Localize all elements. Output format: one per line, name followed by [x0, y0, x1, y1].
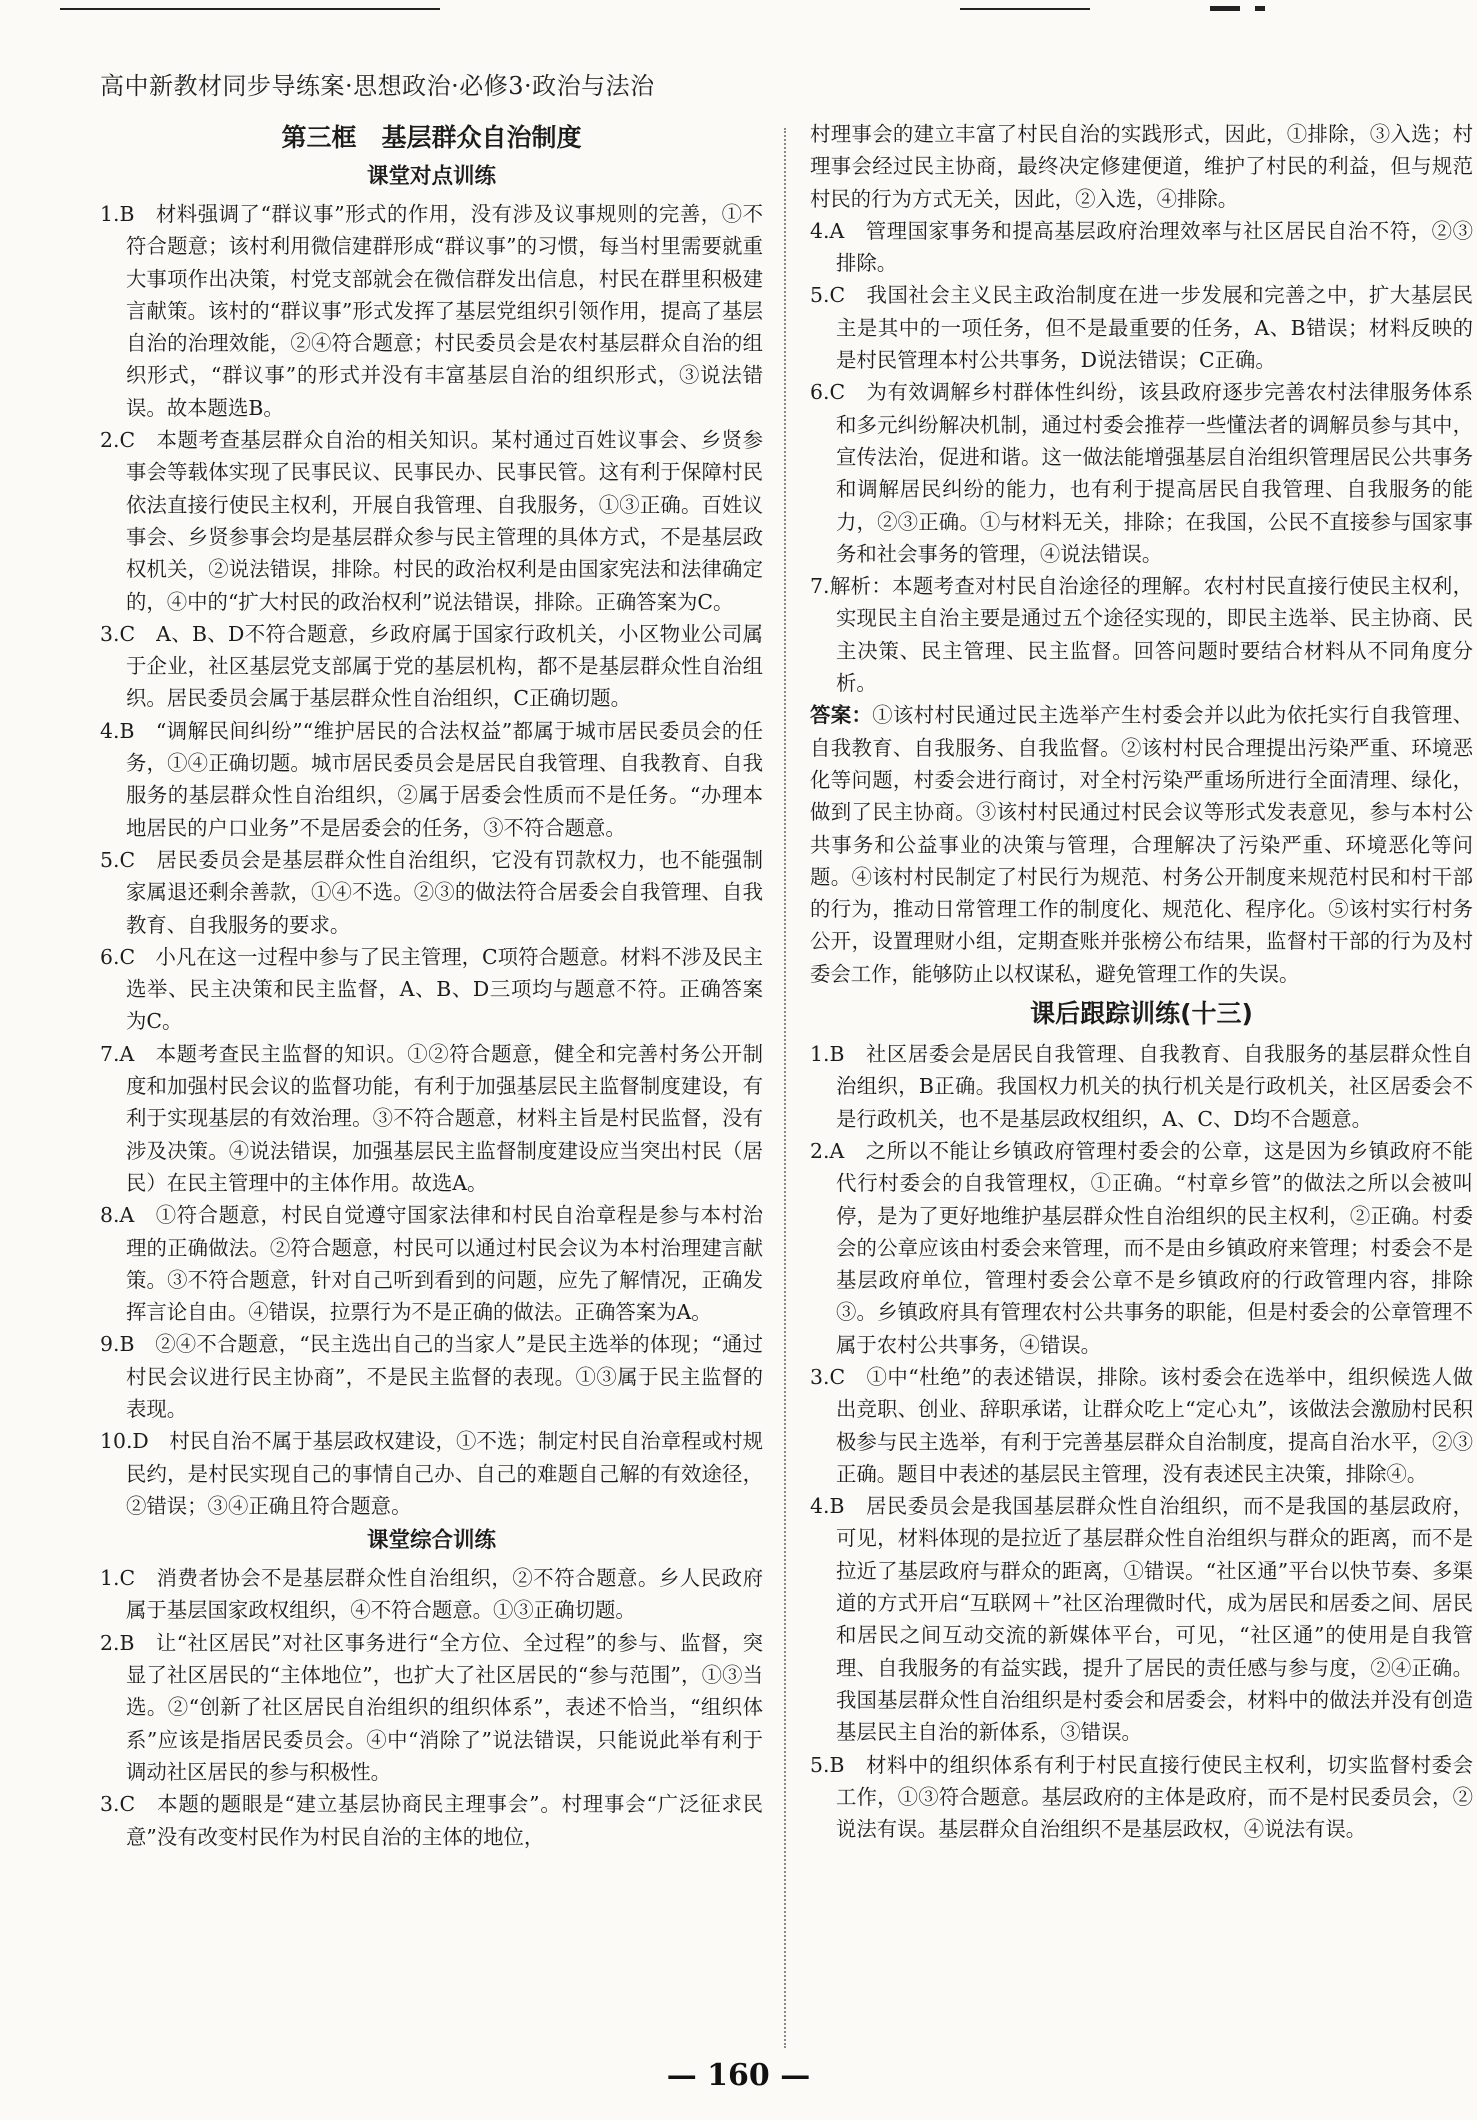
answer-item: 1.B 社区居委会是居民自我管理、自我教育、自我服务的基层群众性自治组织，B正确。我国权力机关的执行机关是行政机关，社区居委会不是行政机关，也不是基层政权组织，A、C、D均不合题意。 [810, 1042, 1473, 1131]
answer-item: 6.C 小凡在这一过程中参与了民主管理，C项符合题意。材料不涉及民主选举、民主决策和民主监督，A、B、D三项均与题意不符。正确答案为C。 [100, 944, 763, 1034]
answer-item: 3.C 本题的题眼是“建立基层协商民主理事会”。村理事会“广泛征求民意”没有改变村民作为村民自治的主体的地位， [100, 1792, 763, 1849]
answer-item: 7.解析：本题考查对村民自治途径的理解。农村村民直接行使民主权利，实现民主自治主要是通过五个途径实现的，即民主选举、民主协商、民主决策、民主管理、民主监督。回答问题时要结合材料从不同角度分析。 [810, 574, 1473, 696]
answer-item: 7.A 本题考查民主监督的知识。①②符合题意，健全和完善村务公开制度和加强村民会议的监督功能，有利于加强基层民主监督制度建设，有利于实现基层的有效治理。③不符合题意，材料主旨是村民监督，没有涉及决策。④说法错误，加强基层民主监督制度建设应当突出村民（居民）在民主管理中的主体作用。故选A。 [100, 1041, 763, 1195]
answer-item: 5.C 我国社会主义民主政治制度在进一步发展和完善之中，扩大基层民主是其中的一项任务，但不是最重要的任务，A、B错误；材料反映的是村民管理本村公共事务，D说法错误；C正确。 [810, 283, 1473, 373]
left-column [100, 118, 763, 1853]
answer-item: 8.A ①符合题意，村民自觉遵守国家法律和村民自治章程是参与本村治理的正确做法。②符合题意，村民可以通过村民会议为本村治理建言献策。③不符合题意，针对自己听到看到的问题，应先了解情况，正确发挥言论自由。④错误，拉票行为不是正确的做法。正确答案为A。 [100, 1203, 763, 1325]
answer-block [810, 699, 1473, 990]
column-divider [784, 128, 787, 2048]
running-header: 高中新教材同步导练案·思想政治·必修3·政治与法治 [100, 72, 655, 100]
answer-item: 9.B ②④不合题意，“民主选出自己的当家人”是民主选举的体现；“通过村民会议进行民主协商”，不是民主监督的表现。①③属于民主监督的表现。 [100, 1332, 763, 1421]
section-title-comprehensive-drill: 课堂综合训练 [366, 1528, 496, 1554]
answer-item: 10.D 村民自治不属于基层政权建设，①不选；制定村民自治章程或村规民约，是村民实现自己的事情自己办、自己的难题自己解的有效途径，②错误；③④正确且符合题意。 [100, 1429, 763, 1518]
answer-item: 2.A 之所以不能让乡镇政府管理村委会的公章，这是因为乡镇政府不能代行村委会的自我管理权，①正确。“村章乡管”的做法之所以会被叫停，是为了更好地维护基层群众性自治组织的民主权利，②正确。村委会的公章应该由村委会来管理，而不是由乡镇政府来管理；村委会不是基层政府单位，管理村委会公章不是乡镇政府的行政管理内容，排除③。乡镇政府具有管理农村公共事务的职能，但是村委会的公章管理不属于农村公共事务，④错误。 [810, 1138, 1473, 1357]
top-rule-right-2 [1210, 6, 1240, 11]
section-title-after-class: 课后跟踪训练(十三) [1030, 999, 1253, 1029]
answer-item: 4.B 居民委员会是我国基层群众性自治组织，而不是我国的基层政府，可见，材料体现的是拉近了基层群众性自治组织与群众的距离，而不是拉近了基层政府与群众的距离，①错误。“社区通”平台以快节奏、多渠道的方式开启“互联网＋”社区治理微时代，成为居民和居委之间、居民和居民之间互动交流的新媒体平台，可见，“社区通”的使用是自我管理、自我服务的有益实践，提升了居民的责任感与参与度，②④正确。我国基层群众性自治组织是村委会和居委会，材料中的做法并没有创造基层民主自治的新体系，③错误。 [810, 1494, 1473, 1745]
answer-item: 2.B 让“社区居民”对社区事务进行“全方位、全过程”的参与、监督，突显了社区居民的“主体地位”，也扩大了社区居民的“参与范围”，①③当选。②“创新了社区居民自治组织的组织体系”，表述不恰当，“组织体系”应该是指居民委员会。④中“消除了”说法错误，只能说此举有利于调动社区居民的参与积极性。 [100, 1630, 763, 1784]
answer-item: 4.A 管理国家事务和提高基层政府治理效率与社区居民自治不符，②③排除。 [810, 218, 1473, 276]
top-rule-right [960, 8, 1090, 10]
answer-item: 5.B 材料中的组织体系有利于村民直接行使民主权利，切实监督村委会工作，①③符合题意。基层政府的主体是政府，而不是村民委员会，②说法有误。基层群众自治组织不是基层政权，④说法有误。 [810, 1752, 1473, 1842]
answer-text: ①该村村民通过民主选举产生村委会并以此为依托实行自我管理、自我教育、自我服务、自我监督。②该村村民合理提出污染严重、环境恶化等问题，村委会进行商讨，对全村污染严重场所进行全面清理、绿化，做到了民主协商。③该村村民通过村民会议等形式发表意见，参与本村公共事务和公益事业的决策与管理，合理解决了污染严重、环境恶化等问题。④该村村民制定了村民行为规范、村务公开制度来规范村民和村干部的行为，推动日常管理工作的制度化、规范化、程序化。⑤该村实行村务公开，设置理财小组，定期查账并张榜公布结果，监督村干部的行为及村委会工作，能够防止以权谋私，避免管理工作的失误。 [810, 703, 1474, 986]
top-rule-left [60, 8, 440, 10]
answer-item: 3.C ①中“杜绝”的表述错误，排除。该村委会在选举中，组织候选人做出竞职、创业、辞职承诺，让群众吃上“定心丸”，该做法会激励村民积极参与民主选举，有利于完善基层群众自治制度，提高自治水平，②③正确。题目中表述的基层民主管理，没有表述民主决策，排除④。 [810, 1364, 1473, 1486]
answer-item: 1.C 消费者协会不是基层群众性自治组织，②不符合题意。乡人民政府属于基层国家政权组织，④不符合题意。①③正确切题。 [100, 1566, 763, 1623]
answer-label: 答案： [810, 703, 873, 728]
answer-item: 3.C A、B、D不符合题意，乡政府属于国家行政机关，小区物业公司属于企业，社区基层党支部属于党的基层机构，都不是基层群众性自治组织。居民委员会属于基层群众性自治组织，C正确切题。 [100, 621, 763, 711]
frame-title: 第三框 基层群众自治制度 [281, 123, 582, 152]
top-rule-right-3 [1255, 6, 1265, 11]
answer-item: 1.B 材料强调了“群议事”形式的作用，没有涉及议事规则的完善，①不符合题意；该村利用微信建群形成“群议事”的习惯，每当村里需要就重大事项作出决策，村党支部就会在微信群发出信息，村民在群里积极建言献策。该村的“群议事”形式发挥了基层党组织引领作用，提高了基层自治的治理效能，②④符合题意；村民委员会是农村基层群众自治的组织形式，“群议事”的形式并没有丰富基层自治的组织形式，③说法错误。故本题选B。 [100, 202, 763, 420]
right-column [810, 118, 1473, 1845]
section-title-classroom-drill: 课堂对点训练 [366, 164, 496, 189]
answer-item: 4.B “调解民间纠纷”“维护居民的合法权益”都属于城市居民委员会的任务，①④正确切题。城市居民委员会是居民自我管理、自我教育、自我服务的基层群众性自治组织，②属于居委会性质而不是任务。“办理本地居民的户口业务”不是居委会的任务，③不符合题意。 [100, 718, 763, 840]
answer-continuation: 村理事会的建立丰富了村民自治的实践形式，因此，①排除，③入选；村理事会经过民主协商，最终决定修建便道，维护了村民的利益，但与规范村民的行为方式无关，因此，②入选，④排除。 [810, 122, 1473, 211]
answer-item: 2.C 本题考查基层群众自治的相关知识。某村通过百姓议事会、乡贤参事会等载体实现了民事民议、民事民办、民事民管。这有利于保障村民依法直接行使民主权利，开展自我管理、自我服务，①③正确。百姓议事会、乡贤参事会均是基层群众参与民主管理的具体方式，不是基层政权机关，②说法错误，排除。村民的政治权利是由国家宪法和法律确定的，④中的“扩大村民的政治权利”说法错误，排除。正确答案为C。 [100, 428, 763, 614]
answer-item: 6.C 为有效调解乡村群体性纠纷，该县政府逐步完善农村法律服务体系和多元纠纷解决机制，通过村委会推荐一些懂法者的调解员参与其中，宣传法治，促进和谐。这一做法能增强基层自治组织管理居民公共事务和调解居民纠纷的能力，也有利于提高居民自我管理、自我服务的能力，②③正确。①与材料无关，排除；在我国，公民不直接参与国家事务和社会事务的管理，④说法错误。 [810, 380, 1473, 566]
page-number: — 160 — [666, 2058, 811, 2093]
answer-item: 5.C 居民委员会是基层群众性自治组织，它没有罚款权力，也不能强制家属退还剩余善款，①④不选。②③的做法符合居委会自我管理、自我教育、自我服务的要求。 [100, 847, 763, 937]
